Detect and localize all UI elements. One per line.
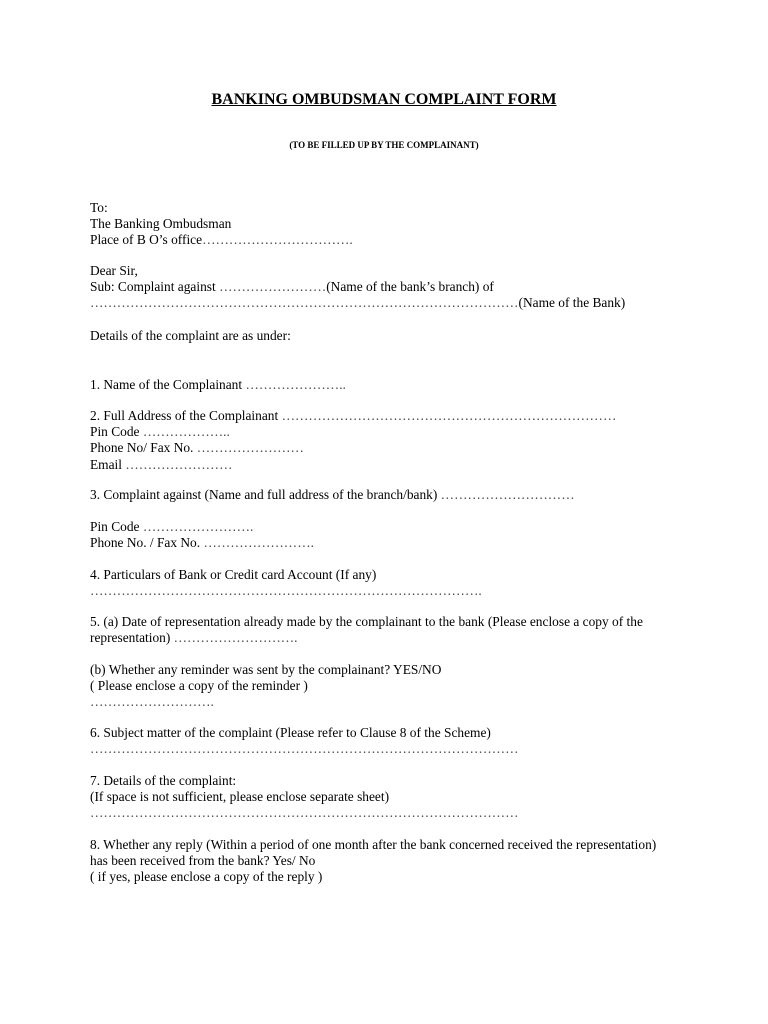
item-5a-line2-dots: ………………………. [173, 630, 298, 646]
item-2 [90, 408, 690, 473]
subject-branch: (Name of the bank’s branch) of [326, 279, 494, 295]
item-3-pin-label: Pin Code [90, 519, 143, 534]
item-2-phone-dots: …………………… [196, 440, 304, 456]
intro-text: Details of the complaint are as under: [90, 328, 291, 343]
item-8 [90, 837, 690, 886]
item-2-pin-dots: ……………….. [142, 424, 230, 440]
address-to: To: [90, 200, 108, 215]
item-2-email-dots: …………………… [125, 456, 233, 472]
address-place-dots: ……………………………. [202, 232, 353, 248]
subject-label: Sub: Complaint against [90, 279, 220, 295]
item-1-dots: ………………….. [245, 377, 346, 392]
item-5b-dots: ………………………. [90, 694, 214, 710]
item-2-phone [90, 440, 690, 456]
item-5a [90, 614, 690, 646]
item-3-contact [90, 519, 690, 551]
item-3-phone-dots: ……………………. [203, 535, 314, 551]
item-3 [90, 487, 690, 503]
bank-dots: …………………………………………………………………………………… [90, 295, 519, 311]
item-5b-line2: ( Please enclose a copy of the reminder ) [90, 678, 308, 694]
item-3-phone-label: Phone No. / Fax No. [90, 535, 204, 551]
item-1-label: 1. Name of the Complainant [90, 377, 246, 392]
salutation-block [90, 263, 690, 312]
item-3-phone [90, 535, 690, 551]
item-5a-line2 [90, 630, 690, 646]
item-1 [90, 377, 690, 393]
item-3-dots: ………………………… [440, 487, 575, 502]
form-subtitle: (TO BE FILLED UP BY THE COMPLAINANT) [289, 140, 479, 150]
item-5a-line1: 5. (a) Date of representation already made by the complainant to the bank (Please enclose a copy of the [90, 614, 643, 629]
address-block [90, 200, 690, 249]
item-5a-line2-label: representation) [90, 630, 174, 646]
item-4 [90, 567, 690, 599]
item-8-line3: ( if yes, please enclose a copy of the reply ) [90, 869, 323, 885]
item-2-email-label: Email [90, 456, 126, 472]
address-recipient: The Banking Ombudsman [90, 216, 232, 232]
subject-line [90, 279, 690, 295]
item-2-phone-label: Phone No/ Fax No. [90, 440, 197, 456]
bank-line [90, 295, 690, 311]
item-6 [90, 725, 690, 757]
address-place [90, 232, 690, 248]
item-7-line2: (If space is not sufficient, please enclose separate sheet) [90, 789, 390, 805]
item-5b-line1: (b) Whether any reminder was sent by the complainant? YES/NO [90, 662, 442, 677]
item-2-label: 2. Full Address of the Complainant [90, 408, 282, 423]
item-3-label: 3. Complaint against (Name and full address of the branch/bank) [90, 487, 441, 502]
subject-dots: …………………… [219, 279, 327, 295]
item-7-line1: 7. Details of the complaint: [90, 773, 237, 788]
item-6-label: 6. Subject matter of the complaint (Please refer to Clause 8 of the Scheme) [90, 725, 491, 740]
item-6-dots: …………………………………………………………………………………… [90, 741, 519, 757]
item-3-pin [90, 519, 690, 535]
item-8-line1: 8. Whether any reply (Within a period of one month after the bank concerned received the representation) [90, 837, 657, 852]
form-title [0, 90, 768, 110]
item-3-pin-dots: ……………………. [142, 519, 254, 534]
salutation-greeting: Dear Sir, [90, 263, 138, 278]
bank-label: (Name of the Bank) [518, 295, 626, 311]
address-place-label: Place of B O’s office [90, 232, 203, 248]
item-2-address [90, 408, 690, 424]
form-title-text: BANKING OMBUDSMAN COMPLAINT FORM [211, 91, 557, 108]
item-2-dots: ………………………………………………………………… [281, 408, 617, 423]
item-4-dots: ……………………………………………………………………………. [90, 583, 482, 599]
item-7 [90, 773, 690, 822]
item-8-line2: has been received from the bank? Yes/ No [90, 853, 316, 869]
item-7-dots: …………………………………………………………………………………… [90, 805, 519, 821]
item-5b [90, 662, 690, 711]
item-2-pin-label: Pin Code [90, 424, 143, 440]
item-2-pin [90, 424, 690, 440]
item-2-email [90, 457, 690, 473]
item-4-label: 4. Particulars of Bank or Credit card Account (If any) [90, 567, 377, 582]
